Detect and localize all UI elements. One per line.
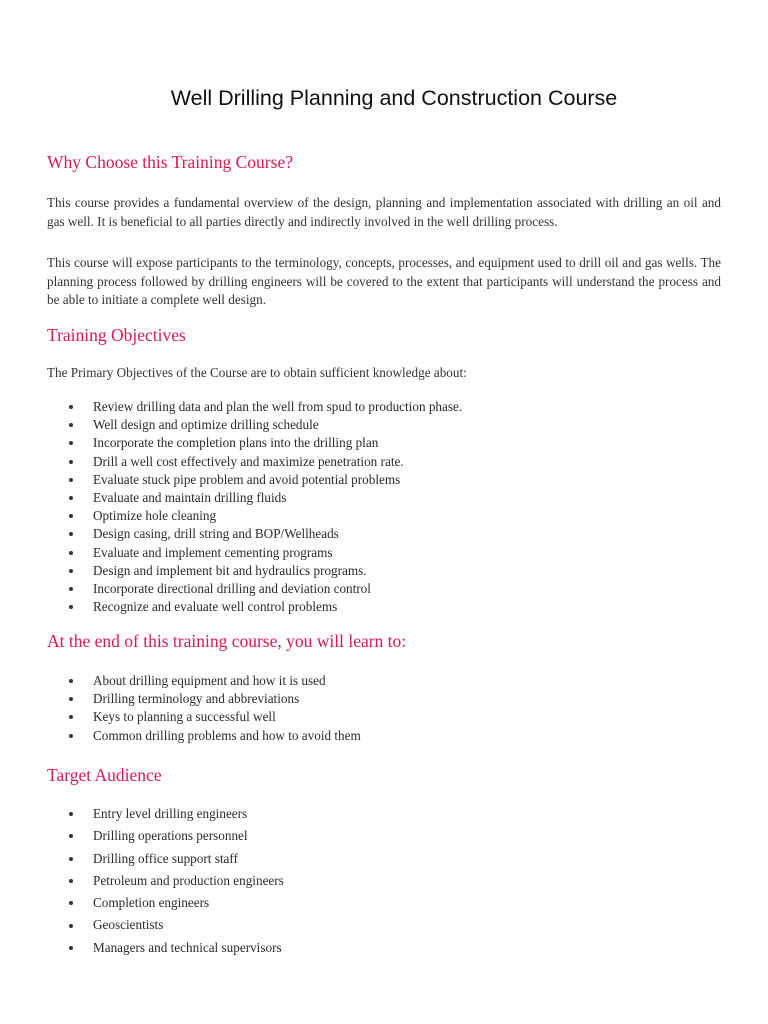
list-item xyxy=(0,580,462,598)
list-item xyxy=(0,507,462,525)
bullet-icon xyxy=(69,569,73,573)
list-item xyxy=(0,525,462,543)
list-item-text: Drilling terminology and abbreviations xyxy=(93,691,300,707)
bullet-icon xyxy=(69,532,73,536)
list-item-text: Evaluate and maintain drilling fluids xyxy=(93,489,287,505)
audience-heading: Target Audience xyxy=(47,765,162,785)
bullet-icon xyxy=(69,946,73,950)
list-item-text: Evaluate stuck pipe problem and avoid potential problems xyxy=(93,471,401,487)
bullet-icon xyxy=(69,924,73,928)
bullet-icon xyxy=(69,879,73,883)
list-item-text: Review drilling data and plan the well from spud to production phase. xyxy=(93,399,463,414)
list-item-text: Entry level drilling engineers xyxy=(93,806,248,821)
bullet-icon xyxy=(69,857,73,861)
list-item-text: Incorporate the completion plans into the drilling plan xyxy=(93,435,379,451)
bullet-icon xyxy=(69,441,73,445)
list-item-text: Evaluate and implement cementing programs xyxy=(93,544,333,560)
list-item-text: Petroleum and production engineers xyxy=(93,872,284,888)
why-paragraph-2: This course will expose participants to the terminology, concepts, processes, and equipment used to drill oil and gas wells. The planning process followed by drilling engineers will be covered to the extent that participants will understand the process and be able to initiate a complete well design. xyxy=(47,255,721,307)
list-item xyxy=(0,825,284,847)
list-item-text: Keys to planning a successful well xyxy=(93,709,276,725)
list-item-text: Drill a well cost effectively and maximize penetration rate. xyxy=(93,453,404,469)
list-item xyxy=(0,914,284,936)
why-heading: Why Choose this Training Course? xyxy=(47,152,293,172)
bullet-icon xyxy=(69,551,73,555)
objectives-heading: Training Objectives xyxy=(47,325,186,345)
list-item-text: Drilling operations personnel xyxy=(93,828,248,844)
list-item-text: Optimize hole cleaning xyxy=(93,508,217,524)
audience-list xyxy=(0,803,284,959)
list-item xyxy=(0,471,462,489)
bullet-icon xyxy=(69,514,73,518)
bullet-icon xyxy=(69,605,73,609)
objectives-list xyxy=(0,398,462,616)
bullet-icon xyxy=(69,834,73,838)
bullet-icon xyxy=(69,496,73,500)
learn-heading: At the end of this training course, you will learn to: xyxy=(47,631,407,651)
list-item xyxy=(0,848,284,870)
why-paragraph-1: This course provides a fundamental overview of the design, planning and implementation associated with drilling an oil and gas well. It is beneficial to all parties directly and indirectly involved in the well drilling process. xyxy=(47,195,721,229)
list-item-text: Incorporate directional drilling and deviation control xyxy=(93,580,371,596)
list-item-text: Recognize and evaluate well control problems xyxy=(93,599,338,615)
list-item-text: Common drilling problems and how to avoid them xyxy=(93,727,361,743)
bullet-icon xyxy=(69,460,73,464)
list-item-text: Managers and technical supervisors xyxy=(93,939,282,955)
bullet-icon xyxy=(69,679,73,683)
list-item xyxy=(0,598,462,616)
list-item xyxy=(0,434,462,452)
list-item xyxy=(0,892,284,914)
bullet-icon xyxy=(69,405,73,409)
list-item-text: Drilling office support staff xyxy=(93,850,238,866)
bullet-icon xyxy=(69,423,73,427)
objectives-intro: The Primary Objectives of the Course are to obtain sufficient knowledge about: xyxy=(47,365,467,380)
list-item xyxy=(0,453,462,471)
list-item-text: Design casing, drill string and BOP/Wellheads xyxy=(93,526,339,542)
bullet-icon xyxy=(69,812,73,816)
list-item xyxy=(0,672,361,690)
bullet-icon xyxy=(69,478,73,482)
list-item-text: Well design and optimize drilling schedule xyxy=(93,417,319,433)
bullet-icon xyxy=(69,734,73,738)
document-title: Well Drilling Planning and Construction Course xyxy=(170,86,618,110)
list-item xyxy=(0,544,462,562)
list-item xyxy=(0,803,284,825)
list-item xyxy=(0,870,284,892)
list-item xyxy=(0,562,462,580)
list-item xyxy=(0,727,361,745)
list-item xyxy=(0,937,284,959)
list-item xyxy=(0,690,361,708)
list-item xyxy=(0,398,462,416)
list-item xyxy=(0,489,462,507)
bullet-icon xyxy=(69,697,73,701)
list-item-text: About drilling equipment and how it is used xyxy=(93,673,326,688)
list-item-text: Design and implement bit and hydraulics programs. xyxy=(93,562,367,578)
list-item-text: Geoscientists xyxy=(93,917,164,933)
learn-list xyxy=(0,672,361,745)
bullet-icon xyxy=(69,587,73,591)
list-item xyxy=(0,708,361,726)
list-item xyxy=(0,416,462,434)
bullet-icon xyxy=(69,901,73,905)
list-item-text: Completion engineers xyxy=(93,895,210,911)
bullet-icon xyxy=(69,715,73,719)
